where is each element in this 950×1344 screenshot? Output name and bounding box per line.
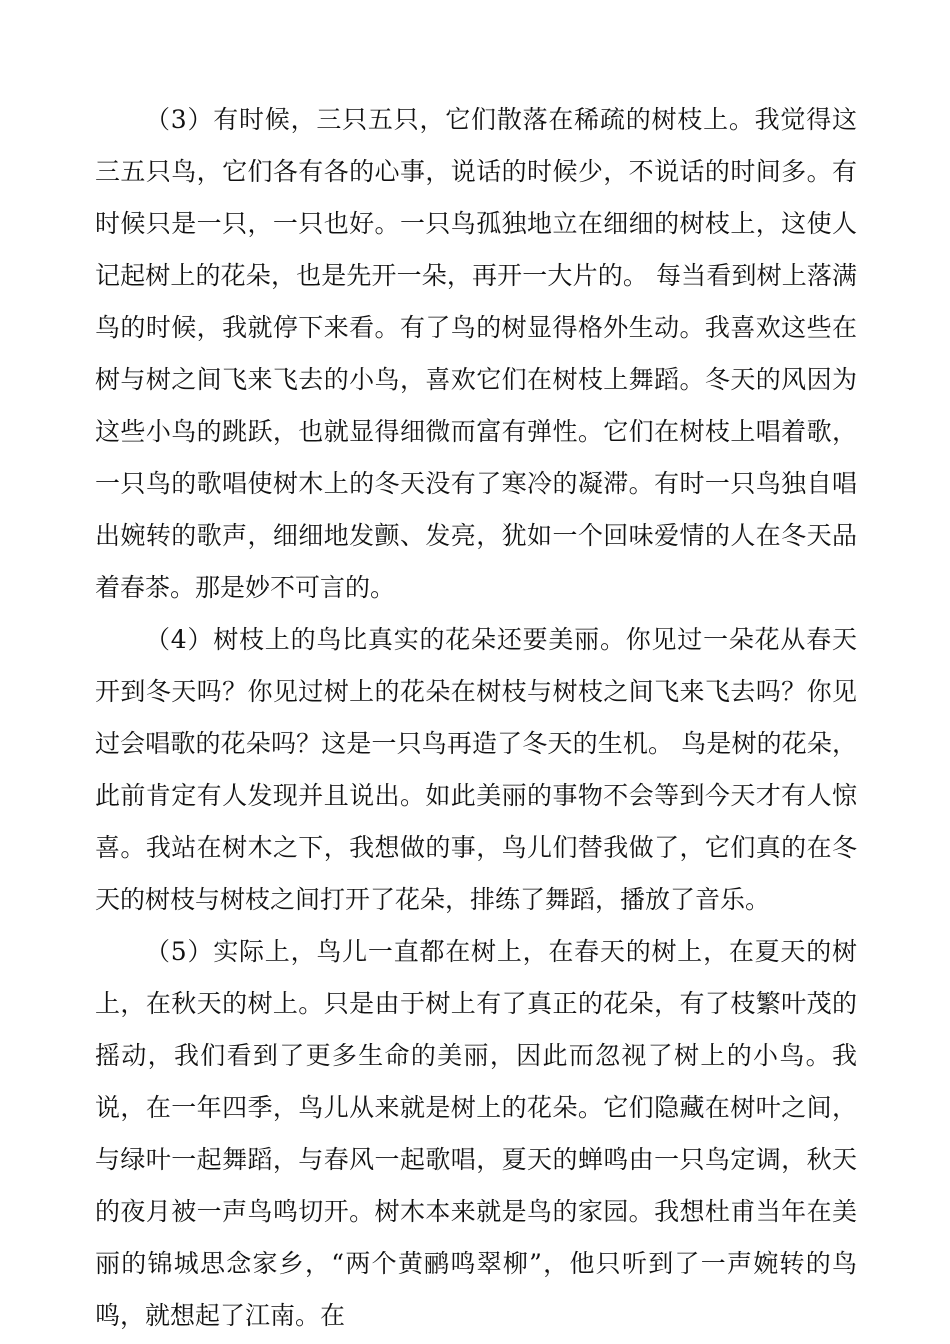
paragraph-3: （3）有时候，三只五只，它们散落在稀疏的树枝上。我觉得这三五只鸟，它们各有各的心事，说话的时候少，不说话的时间多。有时候只是一只，一只也好。一只鸟孤独地立在细细的树枝上，这使人记起树上的花朵，也是先开一朵，再开一大片的。 每当看到树上落满鸟的时候，我就停下来看。有了鸟的树显得格外生动。我喜欢这些在树与树之间飞来飞去的小鸟，喜欢它们在树枝上舞蹈。冬天的风因为这些小鸟的跳跃，也就显得细微而富有弹性。它们在树枝上唱着歌，一只鸟的歌唱使树木上的冬天没有了寒冷的凝滞。有时一只鸟独自唱出婉转的歌声，细细地发颤、发亮，犹如一个回味爱情的人在冬天品着春茶。那是妙不可言的。 bbox=[95, 105, 857, 602]
document-body bbox=[95, 94, 857, 1342]
paragraph-4: （4）树枝上的鸟比真实的花朵还要美丽。你见过一朵花从春天开到冬天吗？你见过树上的花朵在树枝与树枝之间飞来飞去吗？你见过会唱歌的花朵吗？这是一只鸟再造了冬天的生机。 鸟是树的花朵，此前肯定有人发现并且说出。如此美丽的事物不会等到今天才有人惊喜。我站在树木之下，我想做的事，鸟儿们替我做了，它们真的在冬天的树枝与树枝之间打开了花朵，排练了舞蹈，播放了音乐。 bbox=[95, 625, 857, 914]
paragraph-5: （5）实际上，鸟儿一直都在树上，在春天的树上，在夏天的树上，在秋天的树上。只是由于树上有了真正的花朵，有了枝繁叶茂的摇动，我们看到了更多生命的美丽，因此而忽视了树上的小鸟。我说，在一年四季，鸟儿从来就是树上的花朵。它们隐藏在树叶之间，与绿叶一起舞蹈，与春风一起歌唱，夏天的蝉鸣由一只鸟定调，秋天的夜月被一声鸟鸣切开。树木本来就是鸟的家园。我想杜甫当年在美丽的锦城思念家乡，“两个黄鹂鸣翠柳”，他只听到了一声婉转的鸟鸣，就想起了江南。在 bbox=[95, 937, 857, 1330]
